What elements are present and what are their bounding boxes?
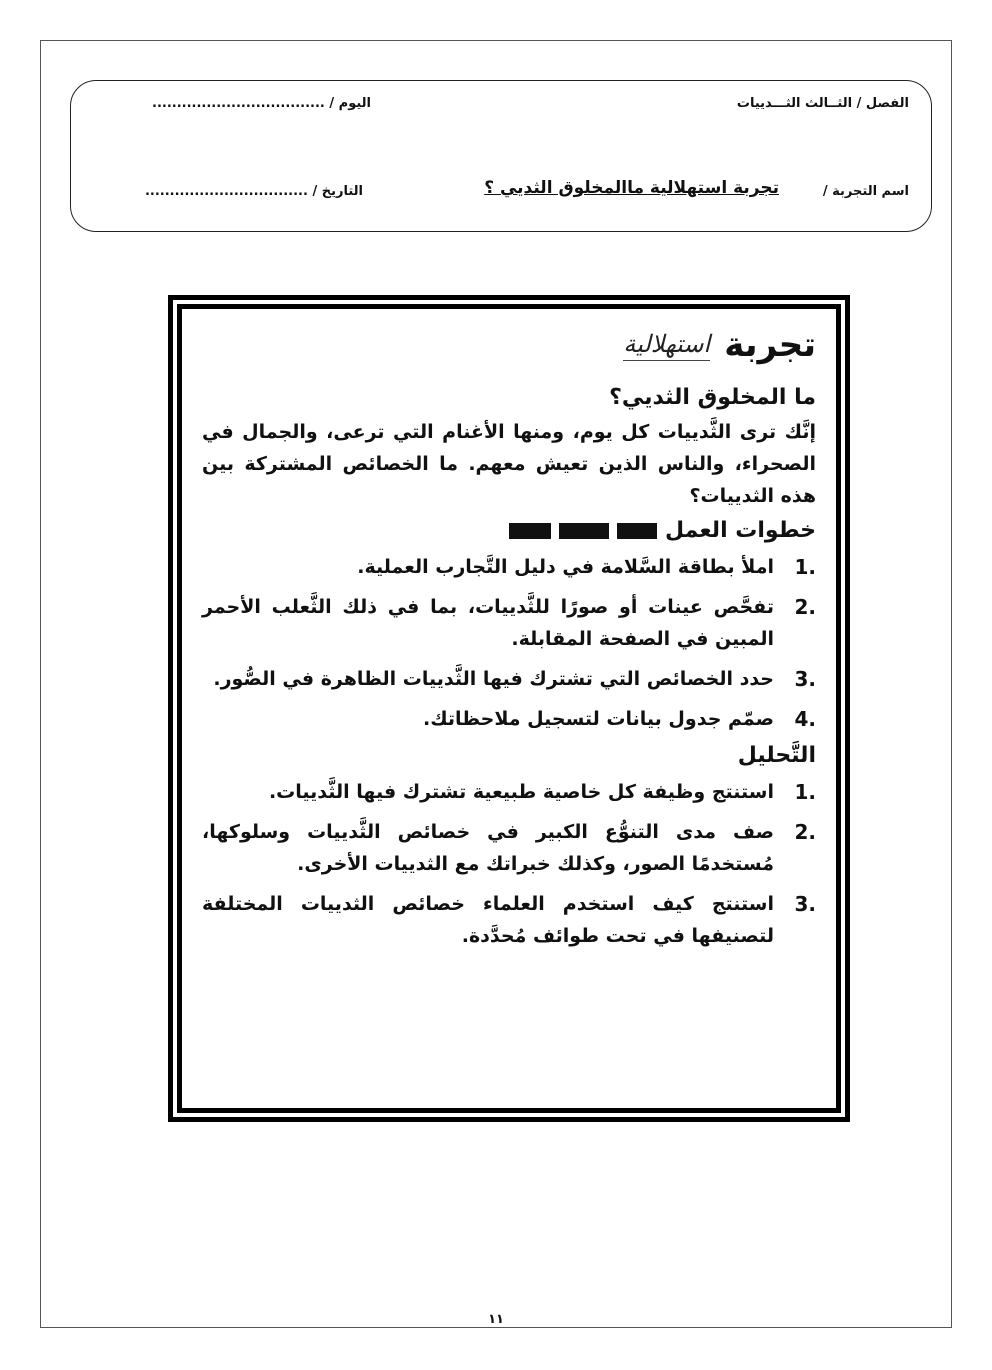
worksheet-header	[70, 80, 932, 232]
analysis-text: استنتج وظيفة كل خاصية طبيعية تشترك فيها الثَّدييات.	[268, 781, 774, 803]
question-heading: ما المخلوق الثديي؟	[609, 385, 816, 410]
step-number: .1	[794, 555, 816, 579]
step-item	[202, 703, 816, 735]
step-number: .2	[794, 595, 816, 619]
date-field	[145, 184, 363, 199]
experiment-name: تجربة استهلالية ماالمخلوق الثديي ؟	[484, 178, 779, 198]
redacted-block	[617, 523, 657, 539]
chapter-label: الفصل /	[856, 96, 909, 111]
analysis-heading: التَّحليل	[737, 743, 816, 768]
date-dots: .................................	[144, 184, 308, 199]
analysis-text: استنتج كيف استخدم العلماء خصائص الثدييات المختلفة لتصنيفها في تحت طوائف مُحدَّدة.	[202, 893, 774, 947]
experiment-label: اسم التجربة /	[822, 184, 909, 199]
title-sub: استهلالية	[623, 330, 710, 361]
step-text: حدد الخصائص التي تشترك فيها الثَّدييات الظاهرة في الصُّور.	[213, 668, 774, 690]
redacted-block	[559, 523, 609, 539]
steps-heading: خطوات العمل	[665, 518, 816, 543]
steps-heading-row	[202, 518, 816, 543]
experiment-content	[182, 309, 836, 1108]
date-label: التاريخ /	[312, 184, 363, 199]
chapter-value: الثــالث الثـــدييات	[736, 96, 853, 111]
analysis-list	[202, 776, 816, 952]
step-item	[202, 663, 816, 695]
page-number: ١١	[488, 1312, 504, 1327]
analysis-item	[202, 816, 816, 880]
step-text: صمّم جدول بيانات لتسجيل ملاحظاتك.	[422, 708, 774, 730]
experiment-title	[202, 321, 816, 369]
chapter-field	[737, 96, 909, 111]
analysis-number: .3	[794, 892, 816, 916]
analysis-item	[202, 888, 816, 952]
step-item	[202, 551, 816, 583]
day-dots: ...................................	[152, 96, 325, 111]
analysis-item	[202, 776, 816, 808]
step-text: املأ بطاقة السَّلامة في دليل التَّجارب العملية.	[357, 556, 774, 578]
steps-list	[202, 551, 816, 735]
analysis-number: .2	[794, 820, 816, 844]
day-field	[152, 96, 371, 111]
step-text: تفحَّص عينات أو صورًا للثَّدييات، بما في ذلك الثَّعلب الأحمر المبين في الصفحة المقابلة.	[202, 596, 774, 650]
analysis-number: .1	[794, 780, 816, 804]
step-number: .4	[794, 707, 816, 731]
experiment-box	[168, 295, 850, 1122]
analysis-text: صف مدى التنوُّع الكبير في خصائص الثَّدييات وسلوكها، مُستخدمًا الصور، وكذلك خبراتك مع الثدييات الأخرى.	[202, 821, 774, 875]
step-number: .3	[794, 667, 816, 691]
day-label: اليوم /	[329, 96, 371, 111]
title-word: تجربة	[724, 325, 816, 365]
step-item	[202, 591, 816, 655]
intro-paragraph: إنَّك ترى الثَّدييات كل يوم، ومنها الأغنام التي ترعى، والجمال في الصحراء، والناس الذين تعيش معهم. ما الخصائص المشتركة بين هذه الثدييات؟	[202, 421, 816, 507]
redacted-block	[509, 523, 551, 539]
